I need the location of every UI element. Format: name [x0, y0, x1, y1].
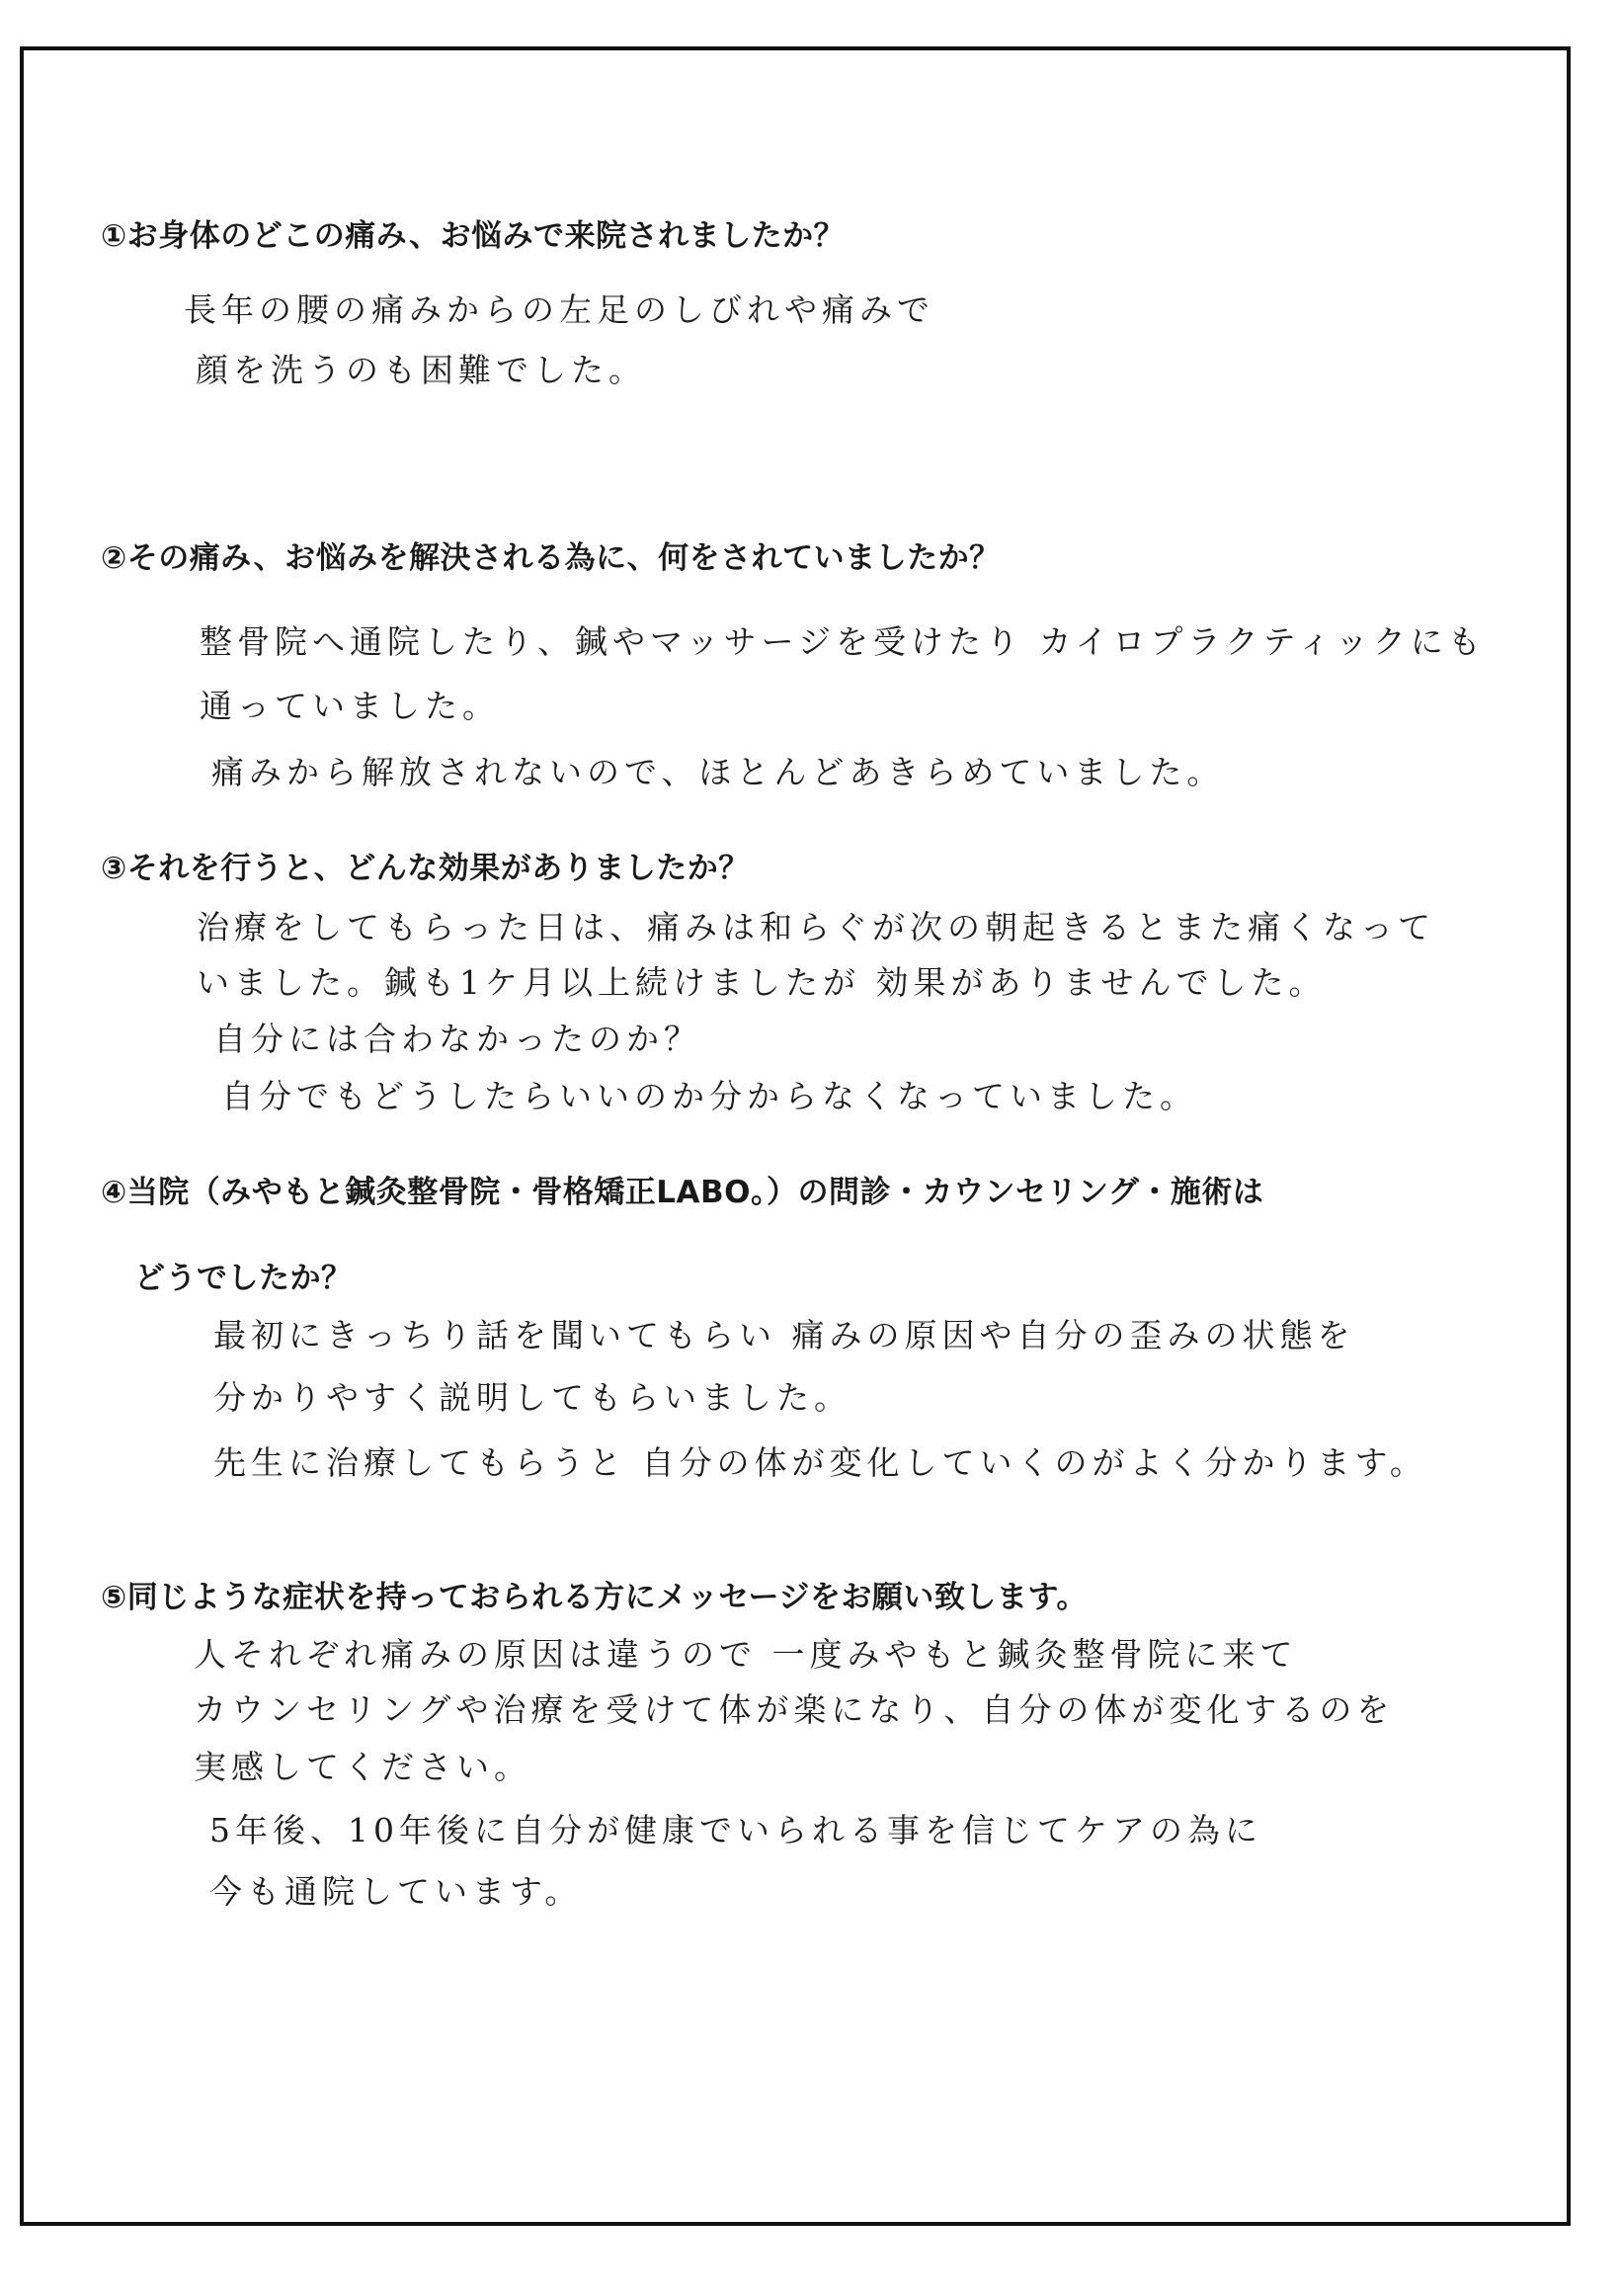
answer-5-line-1: 人それぞれ痛みの原因は違うので 一度みやもと鍼灸整骨院に来て — [194, 1635, 1298, 1674]
question-1: ①お身体のどこの痛み、お悩みで来院されましたか？ — [101, 218, 846, 254]
question-2: ②その痛み、お悩みを解決される為に、何をされていましたか？ — [101, 540, 1001, 576]
answer-1-line-1: 長年の腰の痛みからの左足のしびれや痛みで — [184, 290, 934, 329]
answer-4-line-3: 先生に治療してもらうと 自分の体が変化していくのがよく分かります。 — [213, 1443, 1427, 1482]
question-5: ⑤同じような症状を持っておられる方にメッセージをお願い致します。 — [101, 1580, 1088, 1615]
answer-1-line-2: 顔を洗うのも困難でした。 — [196, 351, 646, 389]
answer-5-line-4: 5年後、10年後に自分が健康でいられる事を信じてケアの為に — [209, 1811, 1262, 1849]
question-4-line-2: どうでしたか？ — [134, 1261, 353, 1296]
answer-2-line-1: 整骨院へ通院したり、鍼やマッサージを受けたり カイロプラクティックにも — [200, 622, 1486, 661]
answer-2-line-2: 通っていました。 — [200, 687, 500, 725]
answer-4-line-1: 最初にきっちり話を聞いてもらい 痛みの原因や自分の歪みの状態を — [213, 1316, 1355, 1354]
answer-5-line-5: 今も通院しています。 — [209, 1872, 583, 1911]
answer-5-line-3: 実感してください。 — [194, 1748, 531, 1786]
answer-3-line-4: 自分でもどうしたらいいのか分からなくなっていました。 — [221, 1077, 1197, 1115]
question-3: ③それを行うと、どんな効果がありましたか？ — [101, 851, 750, 886]
answer-3-line-3: 自分には合わなかったのか？ — [213, 1020, 701, 1058]
answer-4-line-2: 分かりやすく説明してもらいました。 — [213, 1378, 851, 1417]
question-4-line-1: ④当院（みやもと鍼灸整骨院・骨格矯正LABO。）の問診・カウンセリング・施術は — [101, 1175, 1264, 1210]
answer-2-line-3: 痛みから解放されないので、ほとんどあきらめていました。 — [211, 753, 1225, 791]
answer-3-line-1: 治療をしてもらった日は、痛みは和らぐが次の朝起きるとまた痛くなって — [197, 908, 1435, 946]
answer-3-line-2: いました。鍼も1ケ月以上続けましたが 効果がありませんでした。 — [197, 963, 1327, 1002]
questionnaire-sheet — [20, 46, 1571, 2226]
answer-5-line-2: カウンセリングや治療を受けて体が楽になり、自分の体が変化するのを — [194, 1690, 1395, 1729]
